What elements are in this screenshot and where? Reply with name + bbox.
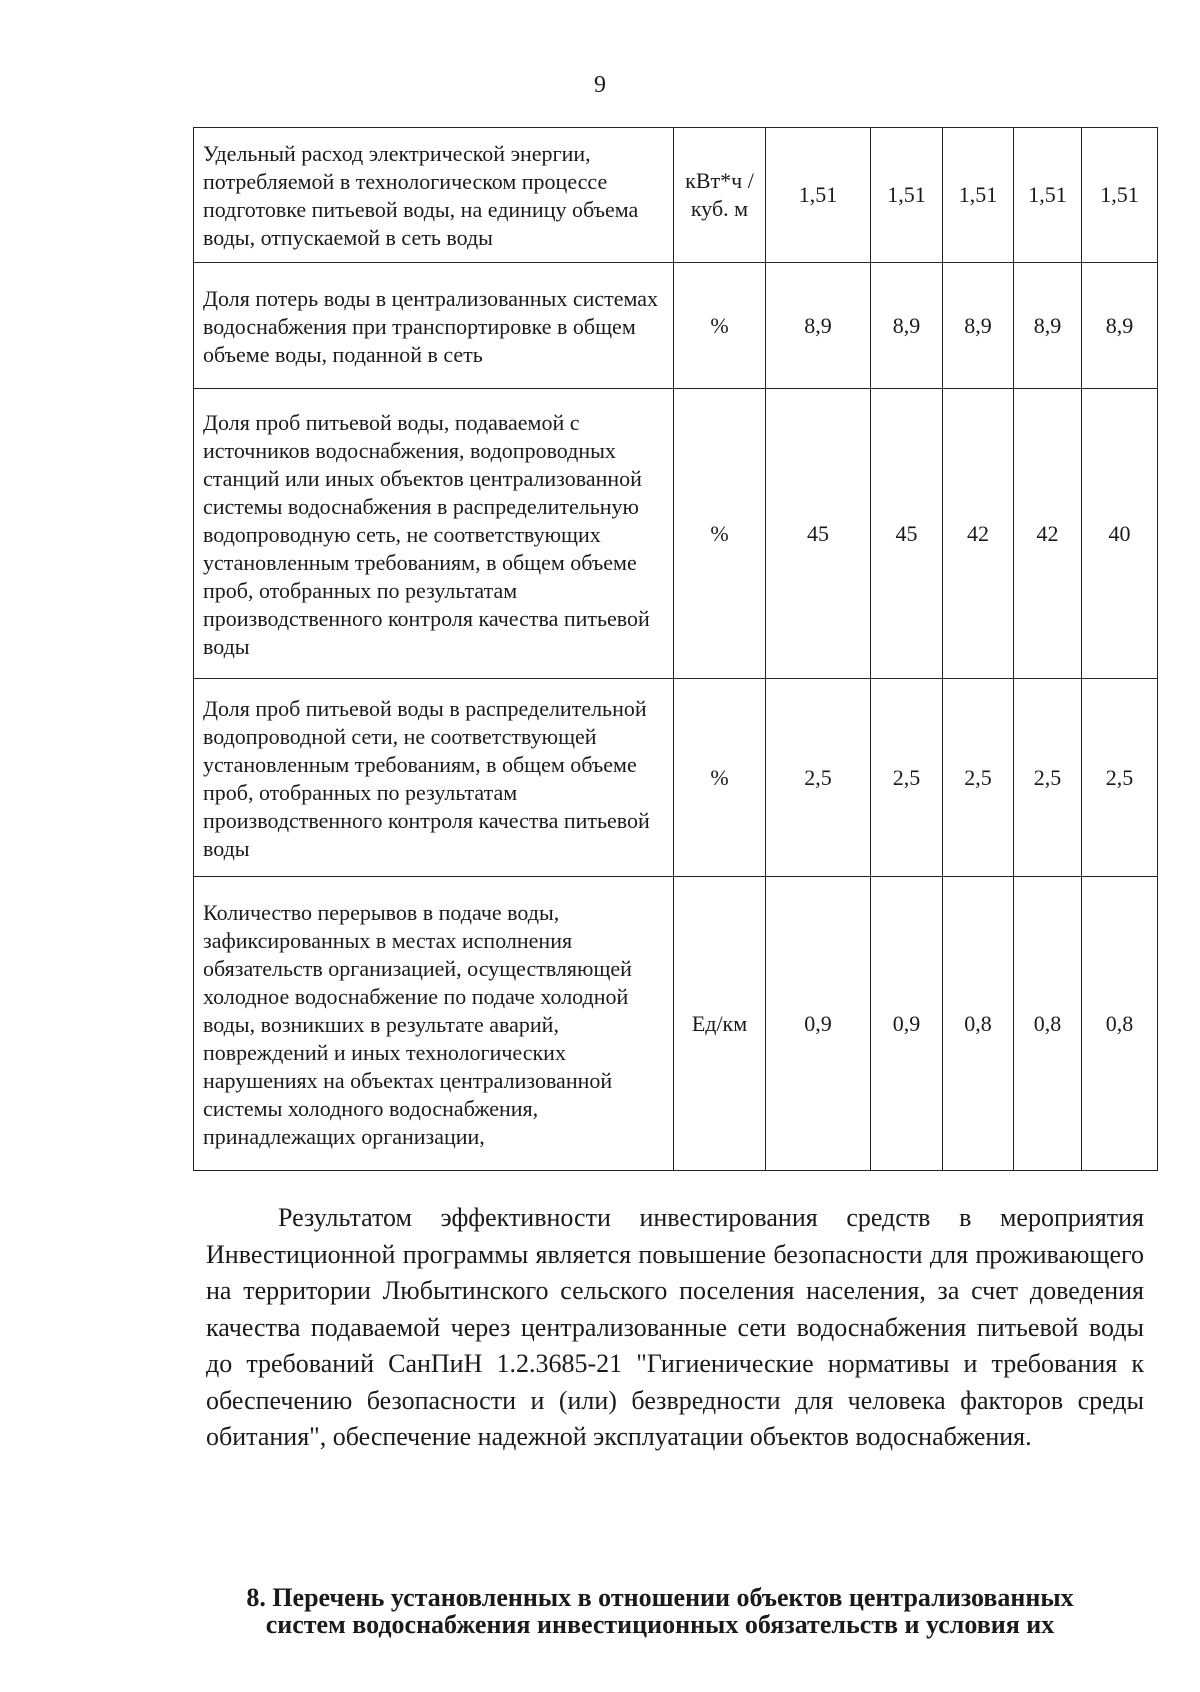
value-cell: 42 [943, 389, 1014, 679]
section-heading-line: 8. Перечень установленных в отношении объектов централизованных [246, 1583, 1074, 1612]
value-cell: 0,9 [871, 877, 943, 1171]
value-cell: 1,51 [766, 128, 871, 263]
page-number: 9 [594, 72, 606, 98]
unit-cell: % [674, 679, 766, 877]
value-cell: 42 [1014, 389, 1082, 679]
value-cell: 8,9 [871, 263, 943, 389]
value-cell: 2,5 [1014, 679, 1082, 877]
value-cell: 0,8 [1082, 877, 1158, 1171]
value-cell: 2,5 [766, 679, 871, 877]
results-paragraph: Результатом эффективности инвестирования средств в мероприятия Инвестиционной программы является повышение безопасности для проживающего на территории Любытинского сельского поселения населения, за счет доведения качества подаваемой через централизованные сети водоснабжения питьевой воды до требований СанПиН 1.2.3685-21 "Гигиенические нормативы и требования к обеспечению безопасности и (или) безвредности для человека факторов среды обитания", обеспечение надежной эксплуатации объектов водоснабжения. [206, 1203, 1144, 1451]
section-heading-line: систем водоснабжения инвестиционных обязательств и условия их [265, 1610, 1055, 1639]
value-cell: 1,51 [1014, 128, 1082, 263]
value-cell: 0,9 [766, 877, 871, 1171]
table-row [194, 389, 1158, 679]
value-cell: 0,8 [943, 877, 1014, 1171]
indicators-table [193, 127, 1158, 1171]
value-cell: 8,9 [1014, 263, 1082, 389]
indicator-name: Количество перерывов в подаче воды, зафиксированных в местах исполнения обязательств организацией, осуществляющей холодное водоснабжение по подаче холодной воды, возникших в результате аварий, повреждений и иных технологических нарушениях на объектах централизованной системы холодного водоснабжения, принадлежащих организации, [194, 877, 674, 1171]
indicator-name: Удельный расход электрической энергии, потребляемой в технологическом процессе подготовке питьевой воды, на единицу объема воды, отпускаемой в сеть воды [194, 128, 674, 263]
value-cell: 45 [766, 389, 871, 679]
unit-cell: Ед/км [674, 877, 766, 1171]
indicator-name: Доля проб питьевой воды в распределительной водопроводной сети, не соответствующей установленным требованиям, в общем объеме проб, отобранных по результатам производственного контроля качества питьевой воды [194, 679, 674, 877]
indicator-name: Доля потерь воды в централизованных системах водоснабжения при транспортировке в общем объеме воды, поданной в сеть [194, 263, 674, 389]
value-cell: 0,8 [1014, 877, 1082, 1171]
value-cell: 1,51 [871, 128, 943, 263]
unit-cell: % [674, 263, 766, 389]
value-cell: 8,9 [1082, 263, 1158, 389]
value-cell: 40 [1082, 389, 1158, 679]
value-cell: 1,51 [943, 128, 1014, 263]
unit-cell: % [674, 389, 766, 679]
indicator-name: Доля проб питьевой воды, подаваемой с источников водоснабжения, водопроводных станций или иных объектов централизованной системы водоснабжения в распределительную водопроводную сеть, не соответствующих установленным требованиям, в общем объеме проб, отобранных по результатам производственного контроля качества питьевой воды [194, 389, 674, 679]
section-heading [180, 1584, 1140, 1638]
value-cell: 8,9 [943, 263, 1014, 389]
table-row [194, 128, 1158, 263]
value-cell: 2,5 [1082, 679, 1158, 877]
table-row [194, 679, 1158, 877]
table-row [194, 263, 1158, 389]
value-cell: 2,5 [943, 679, 1014, 877]
value-cell: 45 [871, 389, 943, 679]
value-cell: 8,9 [766, 263, 871, 389]
value-cell: 1,51 [1082, 128, 1158, 263]
table-row [194, 877, 1158, 1171]
value-cell: 2,5 [871, 679, 943, 877]
unit-cell: кВт*ч /куб. м [674, 128, 766, 263]
